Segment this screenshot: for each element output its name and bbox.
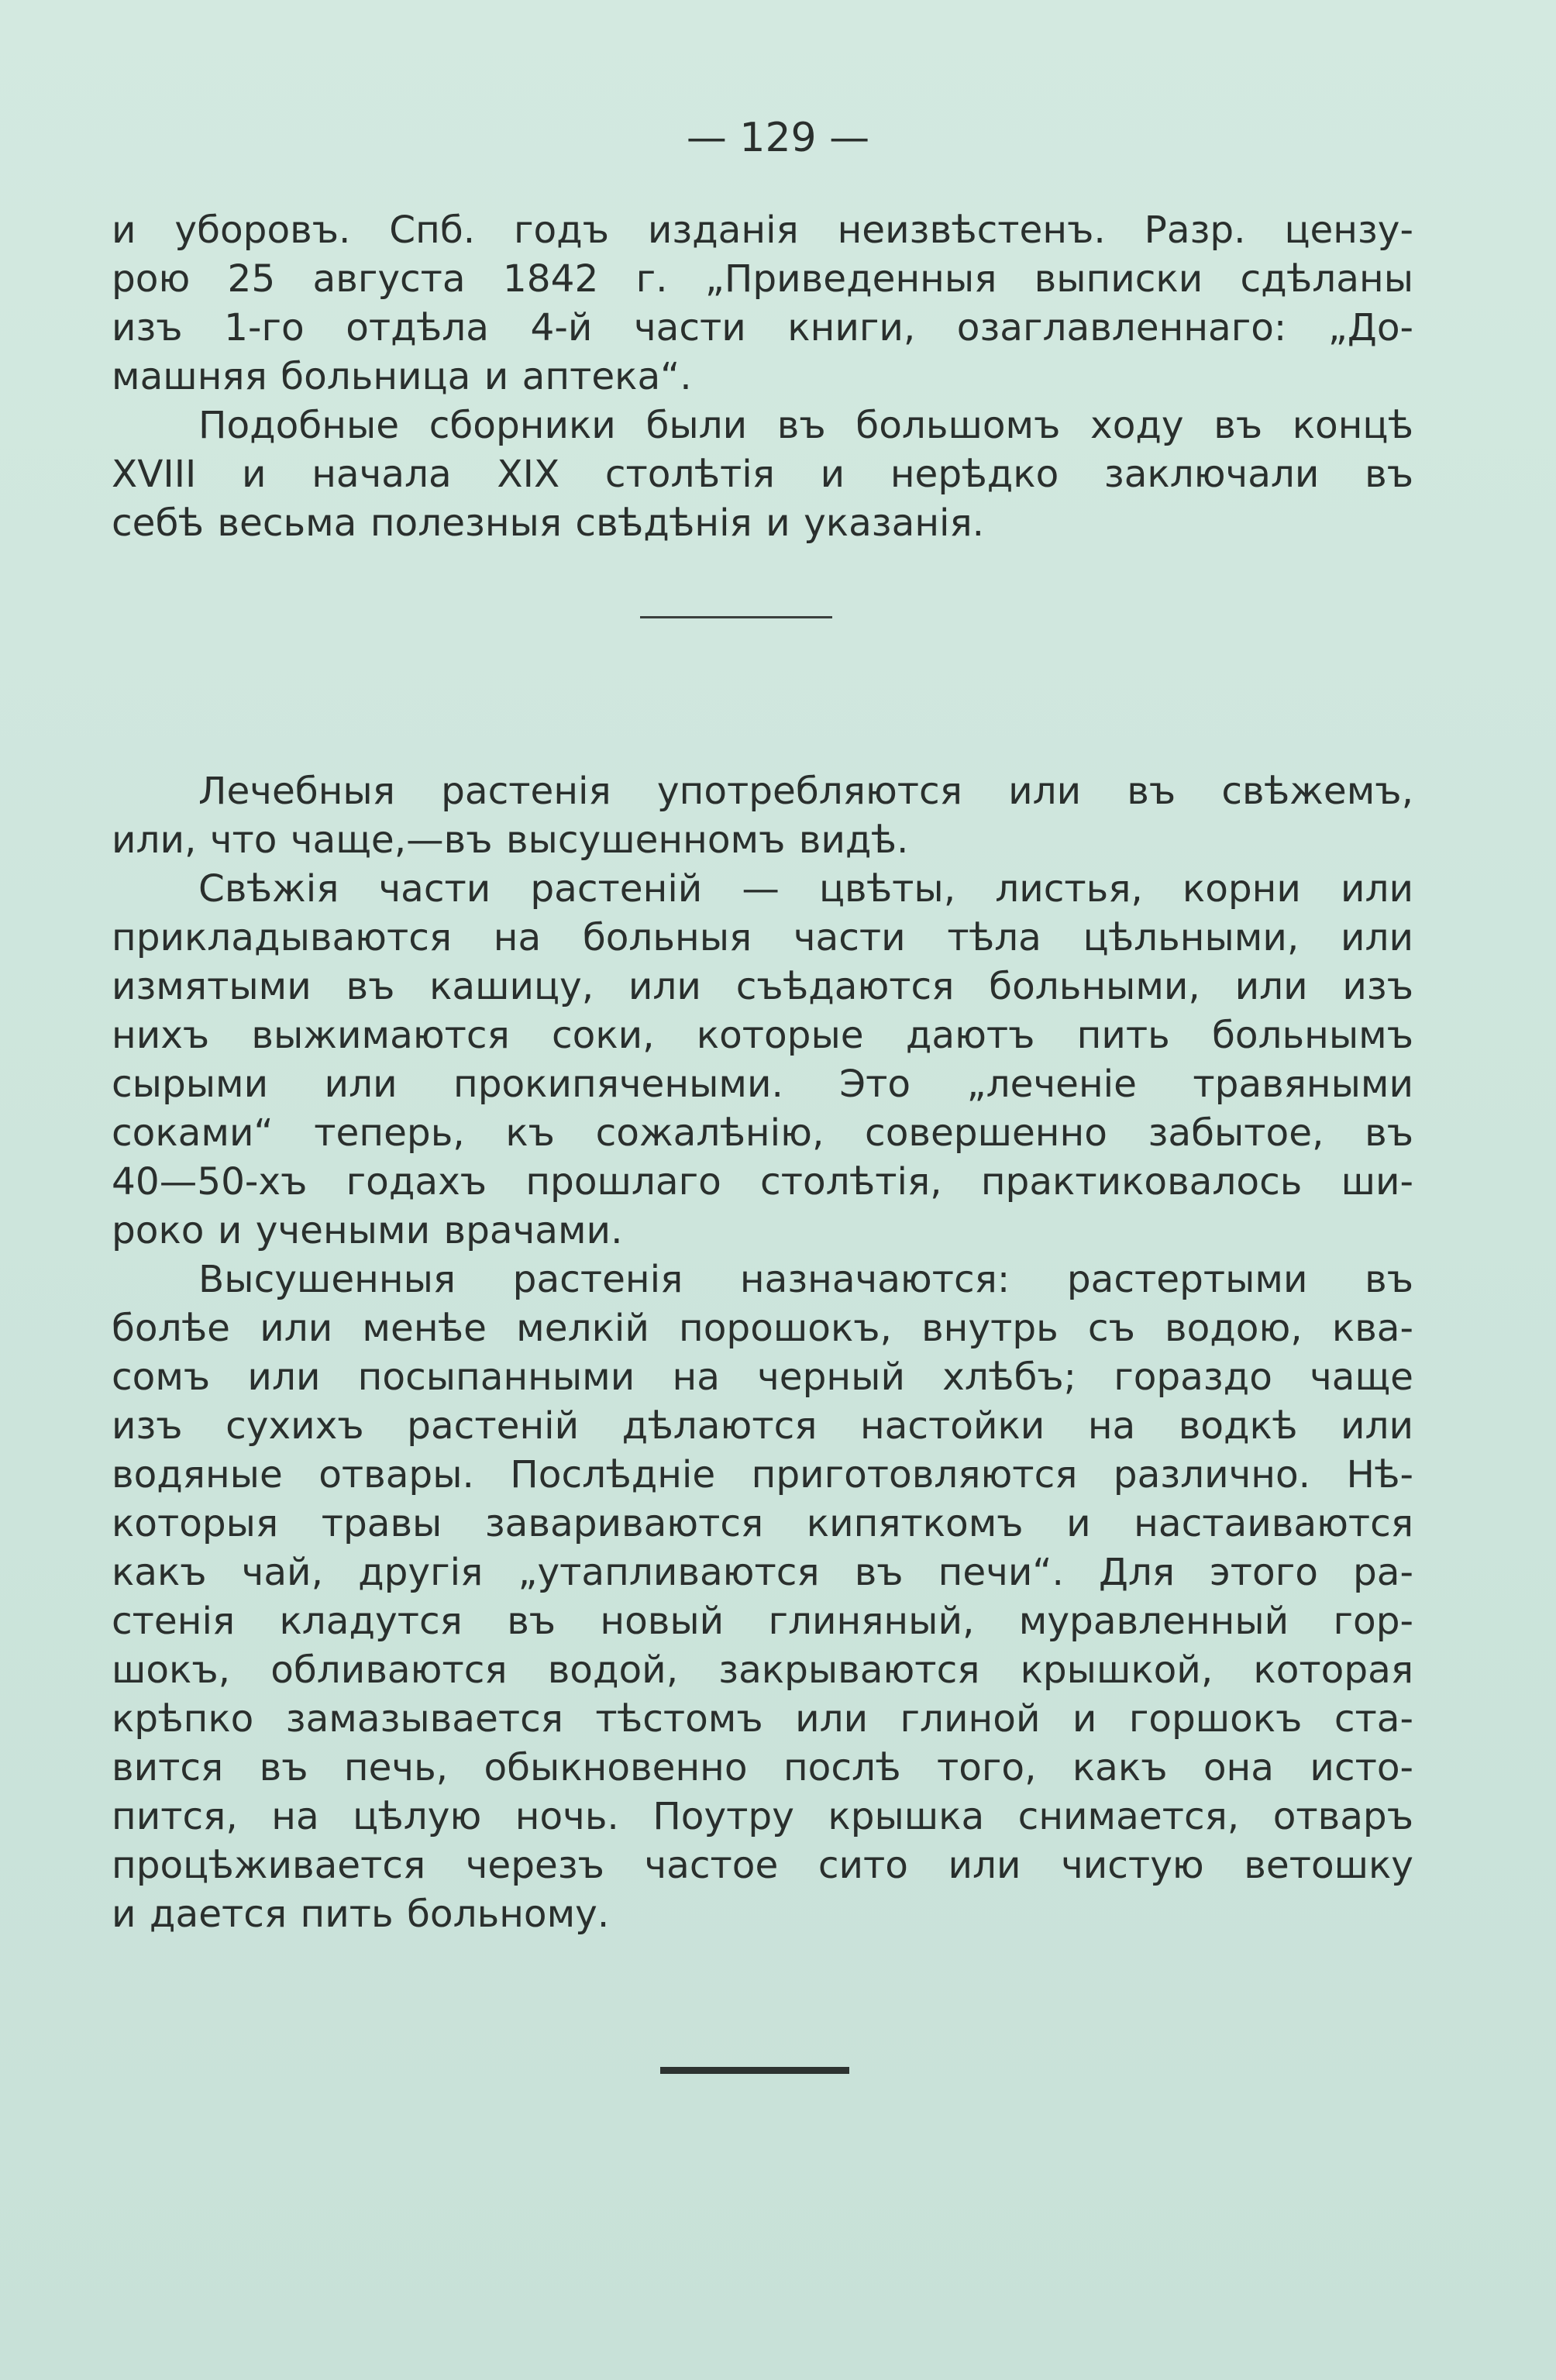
end-divider: [660, 2067, 849, 2074]
text-line: Свѣжія части растеній — цвѣты, листья, корни или: [198, 867, 1413, 911]
text-line: 40—50-хъ годахъ прошлаго столѣтія, практиковалось ши-: [112, 1160, 1413, 1204]
text-line: и дается пить больному.: [112, 1893, 610, 1936]
text-line: изъ 1-го отдѣла 4-й части книги, озаглавленнаго: „До-: [112, 306, 1413, 350]
text-line: пится, на цѣлую ночь. Поутру крышка снимается, отваръ: [112, 1795, 1413, 1838]
text-line: рою 25 августа 1842 г. „Приведенныя выписки сдѣланы: [112, 257, 1413, 301]
text-line: Лечебныя растенія употребляются или въ свѣжемъ,: [198, 770, 1413, 813]
text-line: которыя травы завариваются кипяткомъ и настаиваются: [112, 1502, 1413, 1545]
text-line: Высушенныя растенія назначаются: растертыми въ: [198, 1258, 1413, 1301]
text-line: шокъ, обливаются водой, закрываются крышкой, которая: [112, 1648, 1413, 1692]
text-line: XVIII и начала XIX столѣтія и нерѣдко заключали въ: [112, 453, 1413, 496]
text-block-top: [112, 206, 1413, 548]
text-line: болѣе или менѣе мелкій порошокъ, внутрь съ водою, ква-: [112, 1307, 1413, 1350]
text-line: стенія кладутся въ новый глиняный, муравленный гор-: [112, 1600, 1413, 1643]
text-line: изъ сухихъ растеній дѣлаются настойки на водкѣ или: [112, 1404, 1413, 1448]
text-line: крѣпко замазывается тѣстомъ или глиной и горшокъ ста-: [112, 1697, 1413, 1741]
text-line: или, что чаще,—въ высушенномъ видѣ.: [112, 818, 909, 862]
text-line: роко и учеными врачами.: [112, 1209, 623, 1252]
section-divider: [640, 616, 832, 618]
page-number: — 129 —: [686, 115, 870, 161]
text-line: нихъ выжимаются соки, которые даютъ пить больнымъ: [112, 1014, 1413, 1057]
text-line: какъ чай, другія „утапливаются въ печи“. Для этого ра-: [112, 1551, 1413, 1594]
text-line: сырыми или прокипячеными. Это „леченіе травяными: [112, 1063, 1413, 1106]
text-line: соками“ теперь, къ сожалѣнію, совершенно забытое, въ: [112, 1111, 1413, 1155]
text-line: машняя больница и аптека“.: [112, 355, 692, 398]
text-line: и уборовъ. Спб. годъ изданія неизвѣстенъ. Разр. цензу-: [112, 208, 1413, 252]
text-line: измятыми въ кашицу, или съѣдаются больными, или изъ: [112, 965, 1413, 1008]
text-line: Подобные сборники были въ большомъ ходу въ концѣ: [198, 404, 1413, 447]
text-line: прикладываются на больныя части тѣла цѣльными, или: [112, 916, 1413, 959]
text-block-main: [112, 767, 1413, 1939]
text-line: себѣ весьма полезныя свѣдѣнія и указанія.: [112, 501, 985, 545]
text-line: водяные отвары. Послѣдніе приготовляются различно. Нѣ-: [112, 1453, 1413, 1497]
text-line: вится въ печь, обыкновенно послѣ того, какъ она исто-: [112, 1746, 1413, 1789]
text-line: процѣживается черезъ частое сито или чистую ветошку: [112, 1844, 1413, 1887]
text-line: сомъ или посыпанными на черный хлѣбъ; гораздо чаще: [112, 1355, 1413, 1399]
